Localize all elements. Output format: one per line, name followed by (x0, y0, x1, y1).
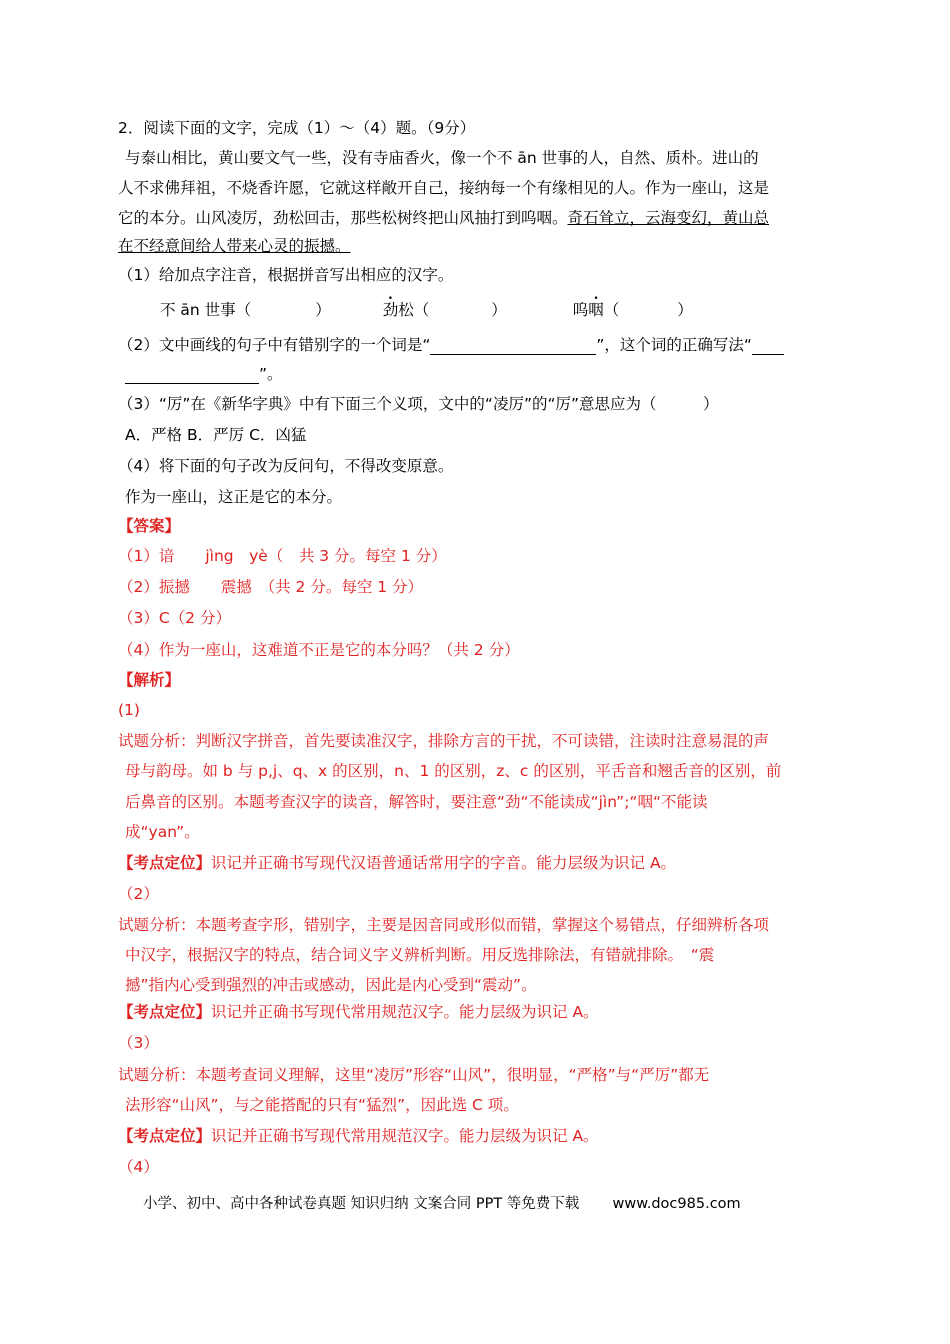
analysis-num: （3） (118, 1034, 159, 1052)
dotted-char: 劲 (382, 301, 399, 319)
analysis-text: 中汉字，根据汉字的特点，结合词义字义辨析判断。用反选排除法，有错就排除。 “震 (125, 946, 715, 964)
footer-text: 小学、初中、高中各种试卷真题 知识归纳 文案合同 PPT 等免费下载 (143, 1196, 580, 1212)
analysis-num: （4） (118, 1158, 159, 1176)
q1-label: （1）给加点字注音，根据拼音写出相应的汉字。 (118, 266, 454, 284)
q2-line: （2）文中画线的句子中有错别字的一个词是“ ”，这个词的正确写法“ (118, 335, 808, 355)
answer-blank[interactable] (752, 339, 784, 355)
analysis-text: 成“yan”。 (125, 823, 200, 841)
analysis-text: 法形容“山风”，与之能搭配的只有“猛烈”，因此选 C 项。 (125, 1096, 519, 1114)
analysis-text: 后鼻音的区别。本题考查汉字的读音，解答时，要注意“劲“不能读成“jìn”;“咽“不能读 (125, 793, 708, 811)
analysis-text: 撼”指内心受到强烈的冲击或感动，因此是内心受到“震动”。 (125, 976, 537, 994)
passage-line: 与泰山相比，黄山要文气一些，没有寺庙香火，像一个不 ān 世事的人，自然、质朴。进山的 (125, 149, 759, 167)
analysis-text: 试题分析：本题考查字形，错别字，主要是因音同或形似而错，掌握这个易错点，仔细辨析各项 (118, 916, 770, 934)
key-point: 【考点定位】识记并正确书写现代汉语普通话常用字的字音。能力层级为识记 A。 (118, 854, 677, 872)
q2-line-cont: ”。 (125, 364, 815, 384)
key-point: 【考点定位】识记并正确书写现代常用规范汉字。能力层级为识记 A。 (118, 1003, 599, 1021)
answer-blank[interactable] (430, 339, 596, 355)
q1-items: 不 ān 世事（ ） 劲松（ ） 呜咽（ ） (160, 301, 693, 319)
question-header: 2．阅读下面的文字，完成（1）～（4）题。（9分） (118, 119, 476, 137)
passage-line: 人不求佛拜祖，不烧香许愿，它就这样敞开自己，接纳每一个有缘相见的人。作为一座山，这是 (118, 179, 770, 197)
answer-title: 【答案】 (118, 517, 181, 535)
analysis-text: 母与韵母。如 b 与 p,j、q、x 的区别，n、1 的区别，z、c 的区别，平舌音和翘舌音的区别，前 (125, 762, 782, 780)
analysis-num: （2） (118, 885, 159, 903)
answer-line: （4）作为一座山，这难道不正是它的本分吗？（共 2 分） (118, 641, 520, 659)
analysis-num: (1) (118, 701, 140, 719)
answer-line: （3）C（2 分） (118, 609, 231, 627)
underlined-sentence: 在不经意间给人带来心灵的振撼。 (118, 237, 351, 255)
analysis-text: 试题分析：本题考查词义理解，这里“凌厉”形容“山风”，很明显，“严格”与“严厉”都无 (118, 1066, 710, 1084)
answer-blank[interactable] (125, 368, 259, 384)
q4-sentence: 作为一座山，这正是它的本分。 (125, 488, 343, 506)
answer-line: （1）谙 jìng yè（ 共 3 分。每空 1 分） (118, 547, 447, 565)
passage-text: 它的本分。山风凌厉，劲松回击，那些松树终把山风抽打到呜咽。 (118, 209, 568, 227)
passage-line (118, 208, 808, 228)
answer-line: （2）振撼 震撼 （共 2 分。每空 1 分） (118, 578, 424, 596)
q4: （4）将下面的句子改为反问句，不得改变原意。 (118, 457, 454, 475)
underlined-sentence: 奇石耸立，云海变幻，黄山总 (567, 209, 770, 227)
footer-link[interactable]: www.doc985.com (612, 1196, 741, 1212)
analysis-text: 试题分析：判断汉字拼音，首先要读准汉字，排除方言的干扰，不可读错，注读时注意易混的声 (118, 732, 770, 750)
dotted-char: 咽 (588, 301, 604, 319)
passage-line (118, 236, 808, 256)
q3-options: A．严格 B．严厉 C．凶猛 (125, 426, 307, 444)
q3: （3）“厉”在《新华字典》中有下面三个义项，文中的“凌厉”的“厉”意思应为（ ） (118, 395, 719, 413)
analysis-title: 【解析】 (118, 671, 181, 689)
page-footer (143, 1192, 741, 1213)
key-point: 【考点定位】识记并正确书写现代常用规范汉字。能力层级为识记 A。 (118, 1127, 599, 1145)
